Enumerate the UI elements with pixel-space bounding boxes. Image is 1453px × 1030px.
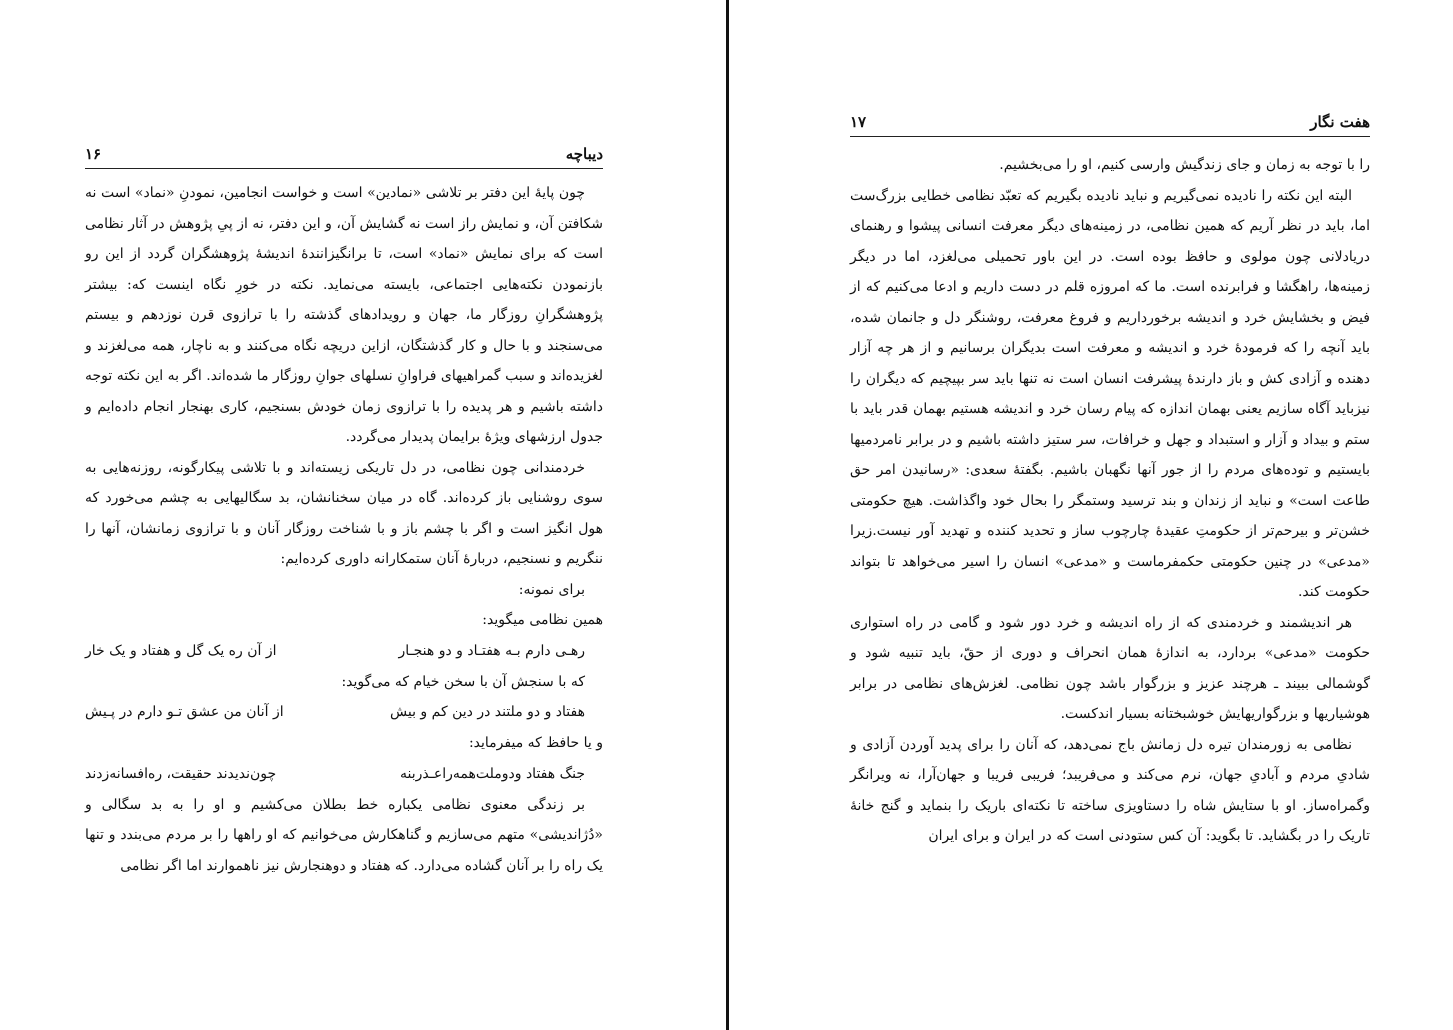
hemistich-first: رهـی دارم بـه هفتـاد و دو هنجـار (398, 642, 585, 659)
paragraph: بر زندگی معنوی نظامی یکباره خط بطلان می‌کشیم و او را به بد سگالی و «دُژاندیشی» متهم می‌سازیم و گناهکارش می‌خوانیم که او راهها را بر مردم می‌بندد و تنها یک راه را بر آنان گشاده می‌دارد. که هفتاد و دوهنجارش نیز ناهموارند اما اگر نظامی (85, 796, 603, 874)
running-title: دیباچه (565, 145, 603, 163)
paragraph: نظامی به زورمندان تیره دل زمانش باج نمی‌دهد، که آنان را برای پدید آوردن آزادی و شادیِ مردم و آبادیِ جهان، نرم می‌کند و می‌فریبد؛ فریبی فریبا و جهان‌آرا، نه ویرانگر وگمراه‌ساز. او با ستایش شاه را دستاویزی ساخته تا نکته‌ای باریک را بنماید و گنج خانهٔ تاریک را در بگشاید. تا بگوید: آن کس ستودنی است که در ایران و برای ایران (850, 736, 1370, 844)
book-gutter (726, 0, 729, 1030)
page-number: ۱۶ (85, 145, 102, 163)
paragraph: البته این نکته را نادیده نمی‌گیریم و نباید نادیده بگیریم که تعبّد نظامی خطایی بزرگ‌ست اما، باید در نظر آریم که همین نظامی، در زمینه‌های دیگر معرفت انسانی پیشوا و رهنمای دریادلانی چون مولوی و حافظ بوده است. در این باور تحمیلی می‌لغزد، اما در دیگر زمینه‌ها، راهگشا و فرابرنده است. ما که امروزه قلم در دست داریم و ادعا می‌کنیم که از فیض و بخشایش خرد و اندیشه برخورداریم و فروغ معرفت، روشنگر دل و جانمان شده، باید آنچه را که فرمودهٔ خرد و اندیشه و معرفت است بدیگران برسانیم و از هر چه آزار دهنده و آزادی کش و باز دارندهٔ پیشرفت انسان است نه تنها باید سر بپیچیم که دیگران را نیزباید آگاه سازیم یعنی بهمان اندازه که پیام رسان خرد و اندیشه هستیم بهمان قدر باید با ستم و بیداد و آزار و استبداد و جهل و خرافات، سر ستیز داشته باشیم و در برابر نامردمیها بایستیم و توده‌های مردم را از جور آنها نگهبان باشیم. بگفتهٔ سعدی: «رسانیدن امر حق طاعت است» و نباید از زندان و بند ترسید وستمگر را بحال خود واگذاشت. هیچ حکومتی خشن‌تر و بیرحم‌تر از حکومتِ عقیدهٔ چارچوب ساز و تحدید کننده و تهدید آور نیست.زیرا «مدعی» در چنین حکومتی حکمفرماست و «مدعی» انسان را اسیر می‌خواهد تا بتواند حکومت کند. (850, 187, 1370, 600)
right-page-body (850, 150, 1370, 852)
verse-line (85, 636, 603, 667)
page-number: ۱۷ (850, 113, 867, 131)
right-page-header (850, 106, 1370, 137)
paragraph: را با توجه به زمان و جای زندگیش وارسی کنیم، او را می‌بخشیم. (999, 157, 1370, 173)
khayyam-intro: که با سنجش آن با سخن خیام که می‌گوید: (341, 673, 585, 690)
running-title: هفت نگار (1310, 113, 1370, 131)
paragraph: چون پایهٔ این دفتر بر تلاشی «نمادین» است و خواست انجامین، نمودنِ «نماد» است نه شکافتن آن، و نمایش راز است نه گشایش آن، و این دفتر، نه از پیِ پژوهش در آثار نظامی است که برای نمایش «نماد» است، تا برانگیزانندهٔ اندیشهٔ پژوهشگران گردد از این رو بازنمودن نکته‌هایی اجتماعی، بایسته می‌نماید. نکته در خورِ نگاه اینست که: بیشتر پژوهشگرانِ روزگار ما، جهان و رویدادهای گذشته را با ترازوی قرن نوزدهم و بیستم می‌سنجند و با حال و کار گذشتگان، ازاین دریچه نگاه می‌کنند و به ناچار، همه می‌لغزند و لغزیده‌اند و سبب گمراهیهای فراوانِ نسلهای جوانِ روزگار ما شده‌اند. اگر به این نکته توجه داشته باشیم و هر پدیده را با ترازوی زمان خودش بسنجیم، کاری بهنجار انجام داده‌ایم و جدول ارزشهای ویژهٔ برایمان پدیدار می‌گردد. (85, 185, 603, 445)
hemistich-first: جنگ هفتاد ودوملت‌همه‌راعـذربنه (400, 765, 585, 782)
paragraph: هر اندیشمند و خردمندی که از راه اندیشه و خرد دور شود و گامی در راه استواری حکومت «مدعی» بردارد، به اندازهٔ همان انحراف و دوری از حقّ، باید تنبیه شود و گوشمالی ببیند ـ هرچند عزیز و بزرگوار باشد چون نظامی. لغزش‌های نظامی در برابر هوشیاریها و بزرگواریهایش خوشبختانه بسیار اندکست. (850, 614, 1370, 722)
verse-line (85, 759, 603, 790)
right-page (850, 0, 1370, 1030)
left-page-header (85, 138, 603, 169)
hafez-intro: و یا حافظ که میفرماید: (468, 735, 603, 751)
verse-line (85, 697, 603, 728)
hemistich-first: هفتاد و دو ملتند در دین کم و بیش (390, 704, 585, 720)
paragraph: خردمندانی چون نظامی، در دل تاریکی زیسته‌اند و با تلاشی پیکارگونه، روزنه‌هایی به سوی روشنایی باز کرده‌اند. گاه در میان سخنانشان، بد سگالیهایی به چشم می‌خورد که هول انگیز است و اگر با چشم باز و با شناخت روزگار آنان و با ترازوی زمانشان، آنها را ننگریم و نسنجیم، دربارهٔ آنان ستمکارانه داوری کرده‌ایم: (85, 459, 603, 567)
example-intro: برای نمونه: (518, 581, 585, 598)
left-page-body (85, 178, 603, 881)
hemistich-second: از آنان من عشق تـو دارم در پـیش (85, 704, 284, 720)
left-page (85, 0, 603, 1030)
hemistich-second: از آن ره یک گل و هفتاد و یک خار (85, 642, 277, 659)
nezami-says: همین نظامی میگوید: (482, 612, 603, 628)
hemistich-second: چون‌ندیدند حقیقت، ره‌افسانه‌زدند (85, 765, 277, 782)
